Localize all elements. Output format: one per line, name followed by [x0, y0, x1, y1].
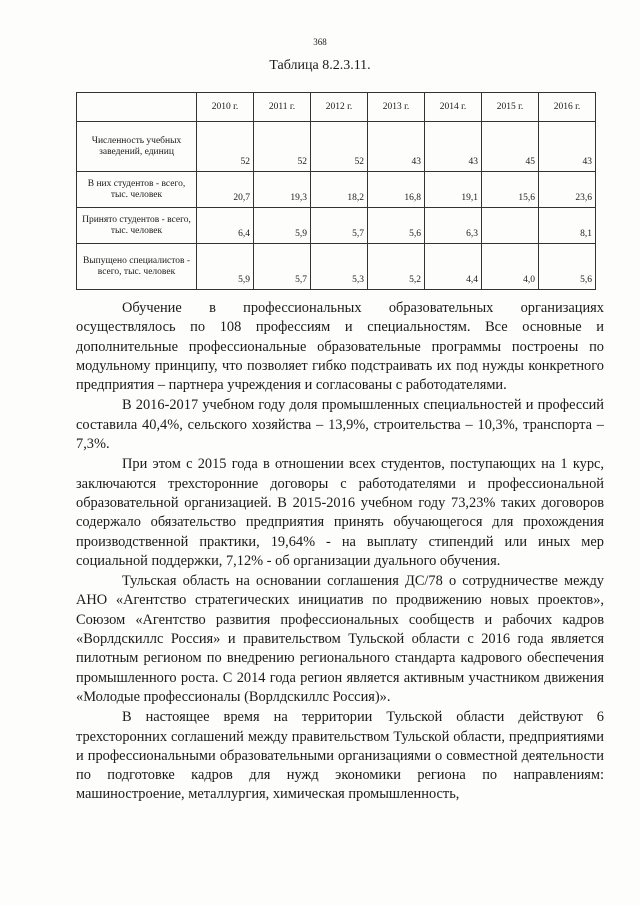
table-cell: 43 [368, 122, 425, 172]
table-cell: 23,6 [539, 172, 596, 208]
year-header: 2013 г. [368, 93, 425, 122]
year-header: 2012 г. [311, 93, 368, 122]
table-cell: 45 [482, 122, 539, 172]
row-label: Принято студентов - всего, тыс. человек [77, 208, 197, 244]
table-row [77, 208, 596, 244]
table-cell: 5,6 [539, 244, 596, 290]
table-cell: 5,7 [311, 208, 368, 244]
year-header: 2014 г. [425, 93, 482, 122]
statistics-table [76, 92, 596, 290]
table-cell: 16,8 [368, 172, 425, 208]
table-caption: Таблица 8.2.3.11. [269, 58, 371, 73]
header-corner-cell [77, 93, 197, 122]
table-cell: 8,1 [539, 208, 596, 244]
paragraph: Обучение в профессиональных образовательных организациях осуществлялось по 108 профессиям и специальностям. Все основные и дополнительные профессиональные образовательные программы построены по модульному принципу, что позволяет гибко подстраивать их под нужды конкретного предприятия – партнера учреждения и согласованы с работодателями. [76, 300, 604, 394]
page-number: 368 [313, 37, 327, 47]
paragraph: Тульская область на основании соглашения ДС/78 о сотрудничестве между АНО «Агентство стратегических инициатив по продвижению новых проектов», Союзом «Агентство развития профессиональных сообществ и рабочих кадров «Ворлдскиллс Россия» и правительством Тульской области с 2016 года является пилотным регионом по внедрению регионального стандарта кадрового обеспечения промышленного роста. С 2014 года регион является активным участником движения «Молодые профессионалы (Ворлдскиллс Россия)». [76, 573, 604, 705]
table-cell: 52 [254, 122, 311, 172]
table-cell: 43 [539, 122, 596, 172]
table-cell: 5,9 [197, 244, 254, 290]
table-cell: 52 [311, 122, 368, 172]
table-cell: 15,6 [482, 172, 539, 208]
table-cell: 43 [425, 122, 482, 172]
table-cell: 4,0 [482, 244, 539, 290]
table-cell: 19,1 [425, 172, 482, 208]
body-text [76, 299, 604, 805]
table-row [77, 172, 596, 208]
paragraph: В настоящее время на территории Тульской области действуют 6 трехсторонних соглашений между правительством Тульской области, предприятиями и профессиональными образовательными организациями о совместной деятельности по подготовке кадров для нужд экономики региона по направлениям: машиностроение, металлургия, химическая промышленность, [76, 709, 604, 803]
table-cell: 6,4 [197, 208, 254, 244]
row-label: В них студентов - всего, тыс. человек [77, 172, 197, 208]
paragraph: В 2016-2017 учебном году доля промышленных специальностей и профессий составила 40,4%, сельского хозяйства – 13,9%, строительства – 10,3%, транспорта – 7,3%. [76, 397, 604, 453]
table-cell: 19,3 [254, 172, 311, 208]
table-cell: 20,7 [197, 172, 254, 208]
table-cell: 52 [197, 122, 254, 172]
year-header: 2015 г. [482, 93, 539, 122]
table-cell: 5,3 [311, 244, 368, 290]
table-cell: 5,9 [254, 208, 311, 244]
year-header: 2016 г. [539, 93, 596, 122]
table-row [77, 122, 596, 172]
table-cell: 5,2 [368, 244, 425, 290]
year-header: 2011 г. [254, 93, 311, 122]
year-header: 2010 г. [197, 93, 254, 122]
table-cell: 6,3 [425, 208, 482, 244]
table-cell: 18,2 [311, 172, 368, 208]
table-cell [482, 208, 539, 244]
table-cell: 5,7 [254, 244, 311, 290]
row-label: Выпущено специалистов - всего, тыс. человек [77, 244, 197, 290]
table-cell: 4,4 [425, 244, 482, 290]
paragraph: При этом с 2015 года в отношении всех студентов, поступающих на 1 курс, заключаются трехсторонние договоры с работодателями и профессиональной образовательной организацией. В 2015-2016 учебном году 73,23% таких договоров содержало обязательство предприятия принять обучающегося для прохождения производственной практики, 19,64% - на выплату стипендий или иных мер социальной поддержки, 7,12% - об организации дуального обучения. [76, 456, 604, 569]
table-header-row [77, 93, 596, 122]
table-cell: 5,6 [368, 208, 425, 244]
table-row [77, 244, 596, 290]
row-label: Численность учебных заведений, единиц [77, 122, 197, 172]
